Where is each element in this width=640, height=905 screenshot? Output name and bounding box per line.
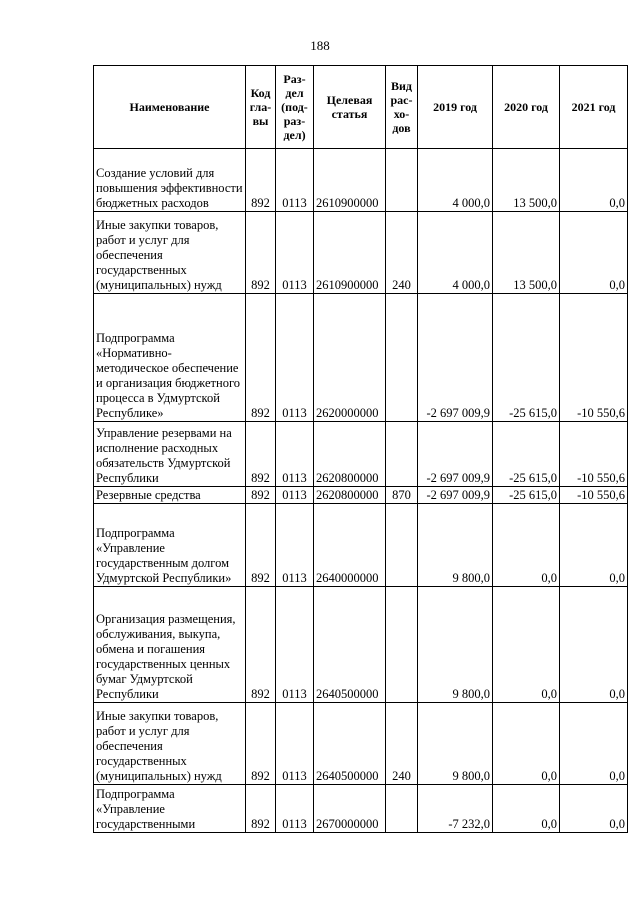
row-amount-2020: 0,0 <box>493 587 560 703</box>
header-expense-type: Вид рас- хо- дов <box>386 66 418 149</box>
table-row <box>94 294 628 422</box>
table-row <box>94 422 628 487</box>
row-name: Подпрограмма «Управление государственными <box>94 785 246 833</box>
row-name: Создание условий для повышения эффективности бюджетных расходов <box>94 149 246 212</box>
row-target-article: 2620800000 <box>314 422 386 487</box>
row-amount-2019: 9 800,0 <box>418 504 493 587</box>
row-amount-2020: -25 615,0 <box>493 294 560 422</box>
row-target-article: 2670000000 <box>314 785 386 833</box>
row-amount-2019: 4 000,0 <box>418 149 493 212</box>
header-target-article: Целевая статья <box>314 66 386 149</box>
row-target-article: 2620000000 <box>314 294 386 422</box>
row-section: 0113 <box>276 487 314 504</box>
row-expense-type <box>386 785 418 833</box>
row-section: 0113 <box>276 703 314 785</box>
table-row <box>94 487 628 504</box>
row-amount-2020: 13 500,0 <box>493 212 560 294</box>
row-chapter-code: 892 <box>246 587 276 703</box>
row-amount-2021: 0,0 <box>560 212 628 294</box>
row-target-article: 2610900000 <box>314 212 386 294</box>
table-row <box>94 149 628 212</box>
row-chapter-code: 892 <box>246 487 276 504</box>
row-name: Организация размещения, обслуживания, выкупа, обмена и погашения государственных ценных бумаг Удмуртской Республики <box>94 587 246 703</box>
header-section: Раз- дел (под- раз- дел) <box>276 66 314 149</box>
row-section: 0113 <box>276 149 314 212</box>
row-amount-2019: -7 232,0 <box>418 785 493 833</box>
row-amount-2020: 0,0 <box>493 703 560 785</box>
row-section: 0113 <box>276 212 314 294</box>
row-expense-type <box>386 587 418 703</box>
row-section: 0113 <box>276 422 314 487</box>
header-year-2019: 2019 год <box>418 66 493 149</box>
row-amount-2020: 0,0 <box>493 785 560 833</box>
row-name: Управление резервами на исполнение расходных обязательств Удмуртской Республики <box>94 422 246 487</box>
row-expense-type: 870 <box>386 487 418 504</box>
row-name: Иные закупки товаров, работ и услуг для обеспечения государственных (муниципальных) нужд <box>94 703 246 785</box>
row-chapter-code: 892 <box>246 212 276 294</box>
row-amount-2020: 13 500,0 <box>493 149 560 212</box>
table-row <box>94 504 628 587</box>
page-number: 188 <box>310 38 330 53</box>
row-name: Подпрограмма «Управление государственным долгом Удмуртской Республики» <box>94 504 246 587</box>
header-chapter-code: Код гла- вы <box>246 66 276 149</box>
row-chapter-code: 892 <box>246 422 276 487</box>
row-section: 0113 <box>276 785 314 833</box>
budget-table <box>93 65 628 833</box>
row-amount-2020: -25 615,0 <box>493 422 560 487</box>
row-target-article: 2610900000 <box>314 149 386 212</box>
row-amount-2021: -10 550,6 <box>560 487 628 504</box>
row-section: 0113 <box>276 587 314 703</box>
row-amount-2021: -10 550,6 <box>560 294 628 422</box>
row-section: 0113 <box>276 294 314 422</box>
row-section: 0113 <box>276 504 314 587</box>
row-name: Резервные средства <box>94 487 246 504</box>
row-expense-type: 240 <box>386 212 418 294</box>
row-amount-2019: -2 697 009,9 <box>418 487 493 504</box>
header-year-2020: 2020 год <box>493 66 560 149</box>
row-expense-type <box>386 504 418 587</box>
row-chapter-code: 892 <box>246 149 276 212</box>
row-amount-2021: 0,0 <box>560 504 628 587</box>
row-amount-2020: 0,0 <box>493 504 560 587</box>
row-amount-2020: -25 615,0 <box>493 487 560 504</box>
row-amount-2019: 4 000,0 <box>418 212 493 294</box>
row-name: Иные закупки товаров, работ и услуг для обеспечения государственных (муниципальных) нужд <box>94 212 246 294</box>
header-year-2021: 2021 год <box>560 66 628 149</box>
row-amount-2019: -2 697 009,9 <box>418 422 493 487</box>
row-target-article: 2640500000 <box>314 703 386 785</box>
row-amount-2019: -2 697 009,9 <box>418 294 493 422</box>
row-expense-type <box>386 294 418 422</box>
row-target-article: 2620800000 <box>314 487 386 504</box>
row-expense-type <box>386 149 418 212</box>
header-name: Наименование <box>94 66 246 149</box>
row-expense-type: 240 <box>386 703 418 785</box>
row-chapter-code: 892 <box>246 703 276 785</box>
table-row <box>94 703 628 785</box>
row-expense-type <box>386 422 418 487</box>
row-target-article: 2640000000 <box>314 504 386 587</box>
row-amount-2021: -10 550,6 <box>560 422 628 487</box>
header-row <box>94 66 628 149</box>
table-body <box>94 149 628 833</box>
table-row <box>94 212 628 294</box>
row-name: Подпрограмма «Нормативно-методическое обеспечение и организация бюджетного процесса в Удмуртской Республике» <box>94 294 246 422</box>
row-chapter-code: 892 <box>246 785 276 833</box>
row-chapter-code: 892 <box>246 294 276 422</box>
row-amount-2021: 0,0 <box>560 785 628 833</box>
row-target-article: 2640500000 <box>314 587 386 703</box>
row-amount-2021: 0,0 <box>560 587 628 703</box>
row-amount-2021: 0,0 <box>560 703 628 785</box>
row-chapter-code: 892 <box>246 504 276 587</box>
table-row <box>94 785 628 833</box>
row-amount-2019: 9 800,0 <box>418 587 493 703</box>
table-row <box>94 587 628 703</box>
row-amount-2019: 9 800,0 <box>418 703 493 785</box>
row-amount-2021: 0,0 <box>560 149 628 212</box>
